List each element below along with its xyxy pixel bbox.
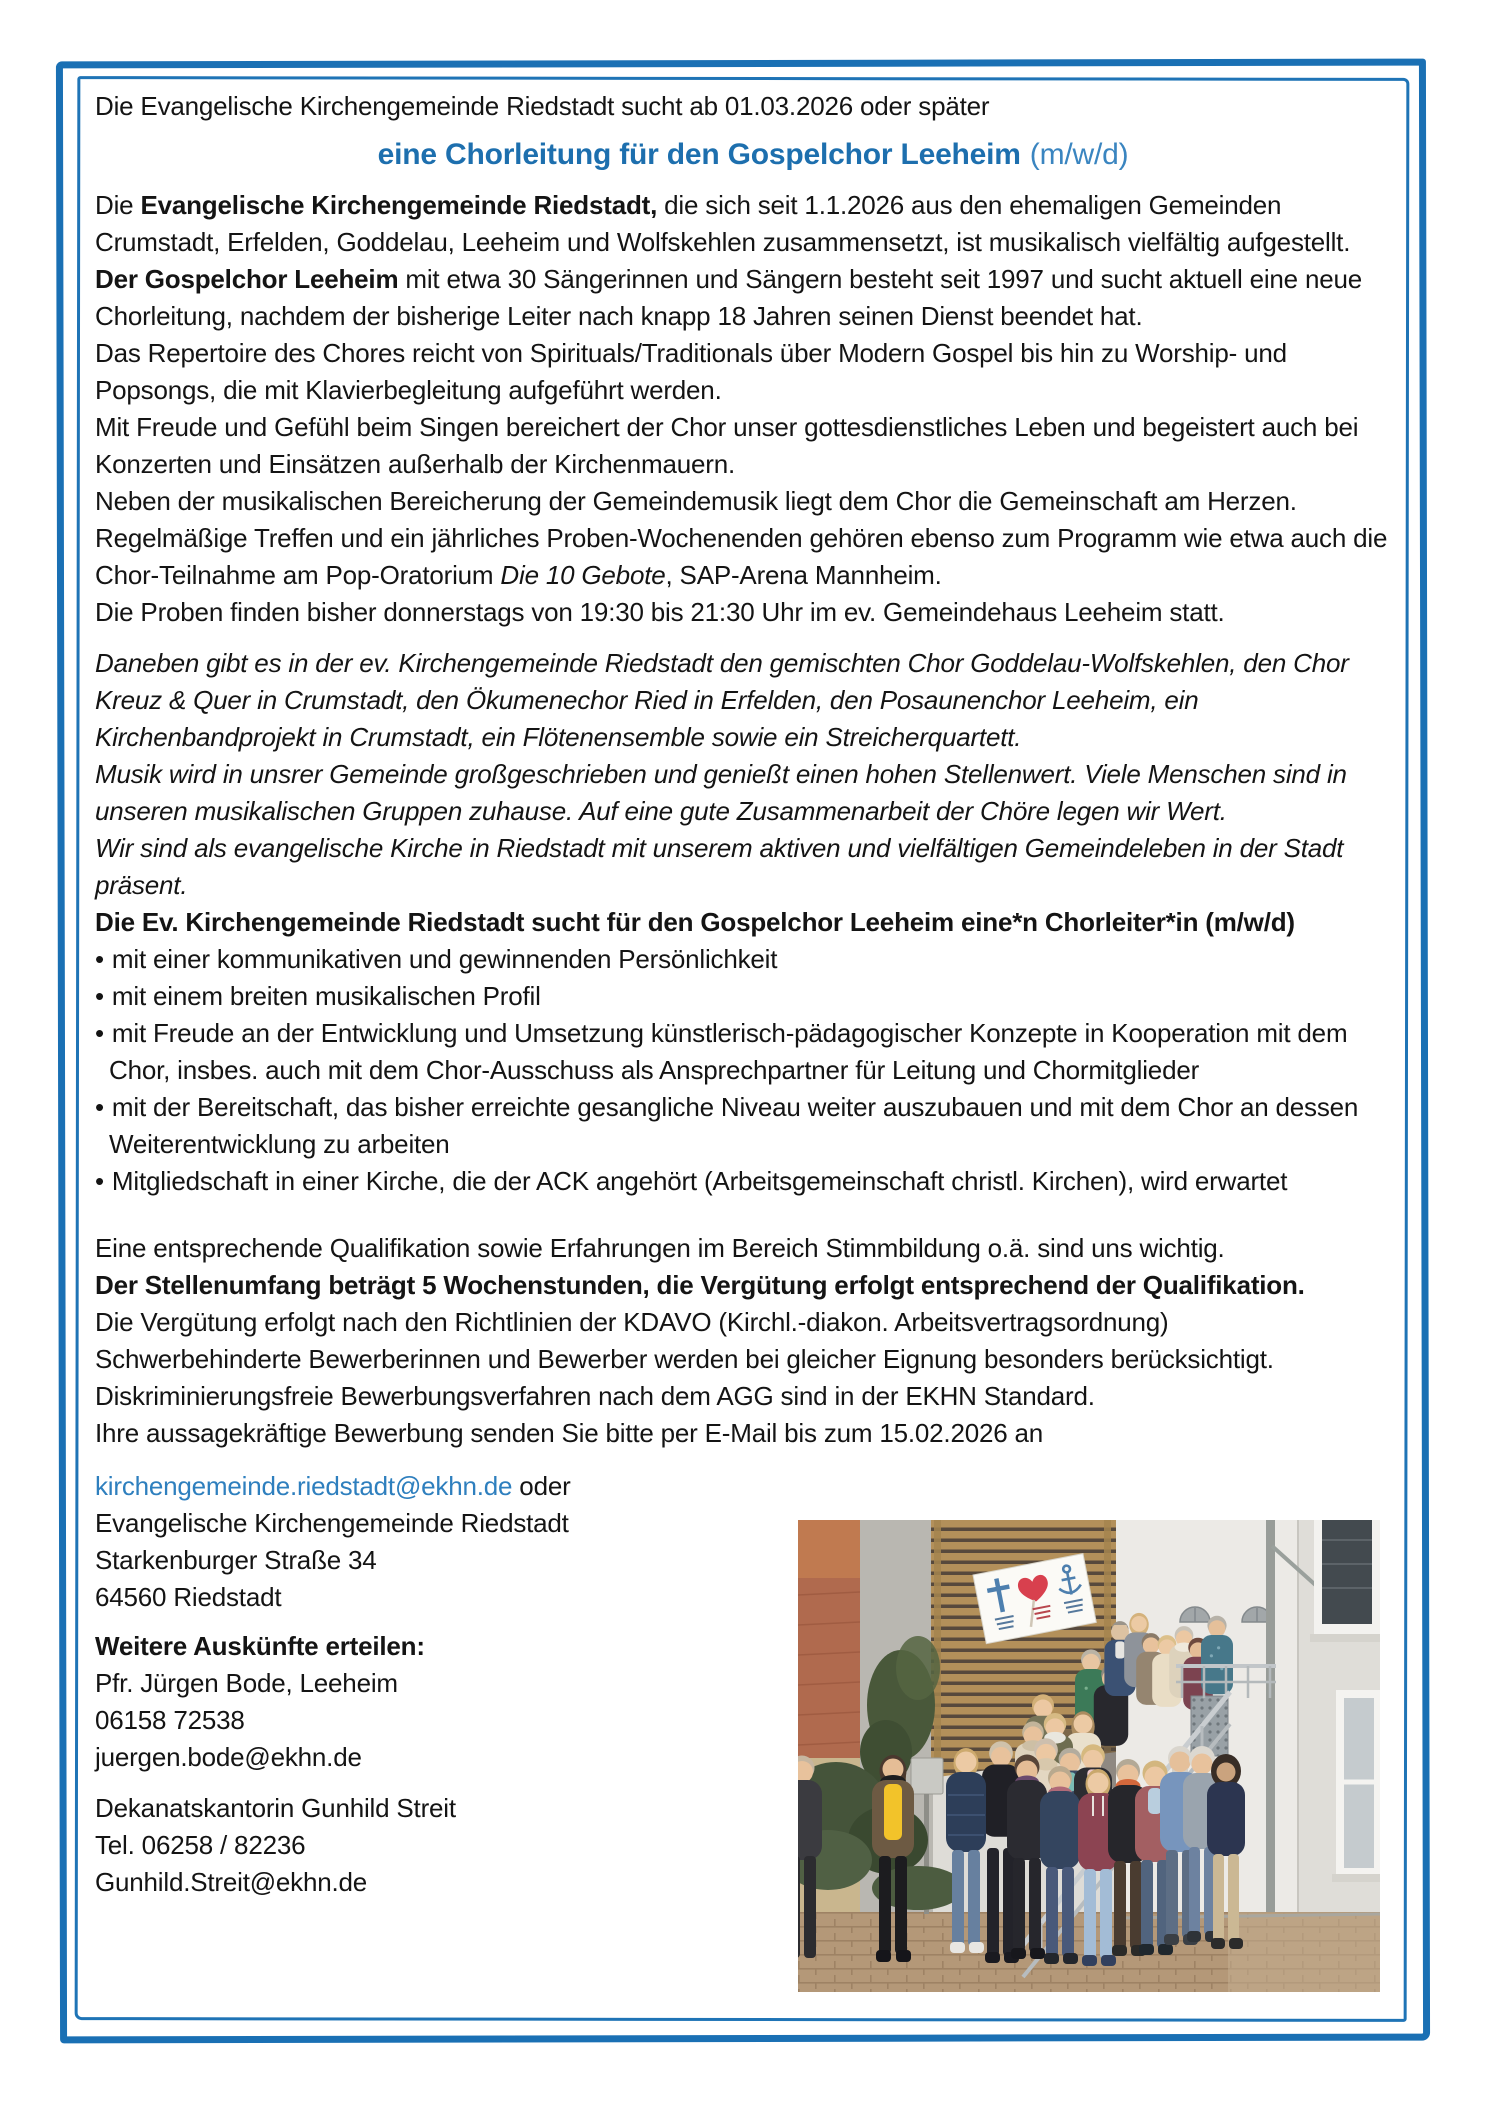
requirements-list (95, 941, 1411, 1200)
paragraph-rehearsals: Die Proben finden bisher donnerstags von 19:30 bis 21:30 Uhr im ev. Gemeindehaus Leeheim statt. (95, 597, 1225, 627)
list-item-text: mit Freude an der Entwicklung und Umsetzung künstlerisch-pädagogischer Konzepte in Kooperation mit dem Chor, insbes. auch mit dem Chor-Ausschuss als Ansprechpartner für Leitung und Chormitglieder (109, 1018, 1348, 1085)
about-section (95, 187, 1411, 631)
bullet-icon: • (95, 1018, 104, 1048)
position-heading: Die Ev. Kirchengemeinde Riedstadt sucht für den Gospelchor Leeheim eine*n Chorleiter*in (m/w/d) (95, 907, 1295, 937)
paragraph-church-presence: Wir sind als evangelische Kirche in Riedstadt mit unserem aktiven und vielfältigen Gemeindeleben in der Stadt präsent. (95, 833, 1344, 900)
text-run-bold: Der Gospelchor Leeheim (95, 264, 399, 294)
list-item-text: mit der Bereitschaft, das bisher erreichte gesangliche Niveau weiter auszubauen und mit dem Chor an dessen Weiterentwicklung zu arbeiten (109, 1092, 1359, 1159)
choir-group-photo (798, 1520, 1380, 1992)
paragraph-disability: Schwerbehinderte Bewerberinnen und Bewerber werden bei gleicher Eignung besonders berücksichtigt. (95, 1344, 1274, 1374)
contact-email: juergen.bode@ekhn.de (95, 1742, 362, 1772)
contact-phone: Tel. 06258 / 82236 (95, 1830, 306, 1860)
paragraph-choir (95, 261, 1411, 335)
email-line (95, 1468, 785, 1505)
paragraph-agg: Diskriminierungsfreie Bewerbungsverfahren nach dem AGG sind in der EKHN Standard. (95, 1381, 1095, 1411)
list-item-text: mit einer kommunikativen und gewinnenden Persönlichkeit (111, 944, 778, 974)
conditions-section (95, 1230, 1411, 1415)
text-run-bold: Evangelische Kirchengemeinde Riedstadt, (140, 190, 658, 220)
text-run: , SAP-Arena Mannheim. (665, 560, 942, 590)
intro-line: Die Evangelische Kirchengemeinde Riedstadt sucht ab 01.03.2026 oder später (95, 91, 990, 121)
contact-block (95, 1468, 785, 1901)
text-run: die sich seit 1.1.2026 aus den ehemaligen Gemeinden Crumstadt, Erfelden, Goddelau, Leeheim und Wolfskehlen zusammensetzt, ist musikalisch vielfältig aufgestellt. (95, 190, 1351, 257)
paragraph-scope: Der Stellenumfang beträgt 5 Wochenstunden, die Vergütung erfolgt entsprechend der Qualifikation. (95, 1270, 1305, 1300)
bullet-icon: • (95, 944, 104, 974)
bullet-icon: • (95, 1092, 104, 1122)
contact-email: Gunhild.Streit@ekhn.de (95, 1867, 368, 1897)
list-item (95, 978, 1411, 1015)
text-run: Neben der musikalischen Bereicherung der Gemeindemusik liegt dem Chor die Gemeinschaft am Herzen. Regelmäßige Treffen und ein jährliches Proben-Wochenenden gehören ebenso zum Programm wie etwa auch die Chor-Teilnahme am Pop-Oratorium (95, 486, 1388, 590)
email-link[interactable]: kirchengemeinde.riedstadt@ekhn.de (95, 1471, 513, 1501)
window-mid-right (1332, 1690, 1380, 1882)
page-title (95, 132, 1411, 178)
paragraph-other-choirs: Daneben gibt es in der ev. Kirchengemeinde Riedstadt den gemischten Chor Goddelau-Wolfskehlen, den Chor Kreuz & Quer in Crumstadt, den Ökumenechor Ried in Erfelden, den Posaunenchor Leeheim, ein Kirchenbandprojekt in Crumstadt, ein Flötenensemble sowie ein Streicherquartett. (95, 648, 1349, 752)
info-heading: Weitere Auskünfte erteilen: (95, 1631, 425, 1661)
title-suffix: (m/w/d) (1029, 138, 1129, 171)
text-run: mit etwa 30 Sängerinnen und Sängern besteht seit 1997 und sucht aktuell eine neue Chorleitung, nachdem der bisherige Leiter nach knapp 18 Jahren seinen Dienst beendet hat. (95, 264, 1363, 331)
ensembles-section (95, 645, 1411, 904)
address-line: 64560 Riedstadt (95, 1582, 282, 1612)
paragraph-community (95, 483, 1411, 594)
application-line: Ihre aussagekräftige Bewerbung senden Sie bitte per E-Mail bis zum 15.02.2026 an (95, 1418, 1044, 1448)
text-run-italic: Die 10 Gebote (500, 560, 666, 590)
address-line: Evangelische Kirchengemeinde Riedstadt (95, 1508, 569, 1538)
list-item (95, 1163, 1411, 1200)
contact-name: Pfr. Jürgen Bode, Leeheim (95, 1668, 398, 1698)
list-item-text: Mitgliedschaft in einer Kirche, die der ACK angehört (Arbeitsgemeinschaft christl. Kirchen), wird erwartet (111, 1166, 1288, 1196)
downpipe (1266, 1520, 1275, 1912)
paragraph-music-importance: Musik wird in unsrer Gemeinde großgeschrieben und genießt einen hohen Stellenwert. Viele Menschen sind in unseren musikalischen Gruppen zuhause. Auf eine gute Zusammenarbeit der Chöre legen wir Wert. (95, 759, 1347, 826)
list-item (95, 941, 1411, 978)
list-item-text: mit einem breiten musikalischen Profil (111, 981, 541, 1011)
text-run: oder (512, 1471, 571, 1501)
contact-name: Dekanatskantorin Gunhild Streit (95, 1793, 456, 1823)
paragraph-qualification: Eine entsprechende Qualifikation sowie Erfahrungen im Bereich Stimmbildung o.ä. sind uns wichtig. (95, 1233, 1225, 1263)
list-item (95, 1089, 1411, 1163)
paragraph-repertoire: Das Repertoire des Chores reicht von Spirituals/Traditionals über Modern Gospel bis hin zu Worship- und Popsongs, die mit Klavierbegleitung aufgeführt werden. (95, 338, 1287, 405)
address-line: Starkenburger Straße 34 (95, 1545, 377, 1575)
paragraph-singing: Mit Freude und Gefühl beim Singen bereichert der Chor unser gottesdienstliches Leben und begeistert auch bei Konzerten und Einsätzen außerhalb der Kirchenmauern. (95, 412, 1359, 479)
text-run: Die (95, 190, 141, 220)
title-text: eine Chorleitung für den Gospelchor Leeheim (377, 138, 1021, 171)
paragraph-kdavo: Die Vergütung erfolgt nach den Richtlinien der KDAVO (Kirchl.-diakon. Arbeitsvertragsordnung) (95, 1307, 1169, 1337)
contact-phone: 06158 72538 (95, 1705, 245, 1735)
paragraph-congregation (95, 187, 1411, 261)
bullet-icon: • (95, 1166, 104, 1196)
window-top-right (1310, 1520, 1380, 1642)
list-item (95, 1015, 1411, 1089)
bullet-icon: • (95, 981, 104, 1011)
